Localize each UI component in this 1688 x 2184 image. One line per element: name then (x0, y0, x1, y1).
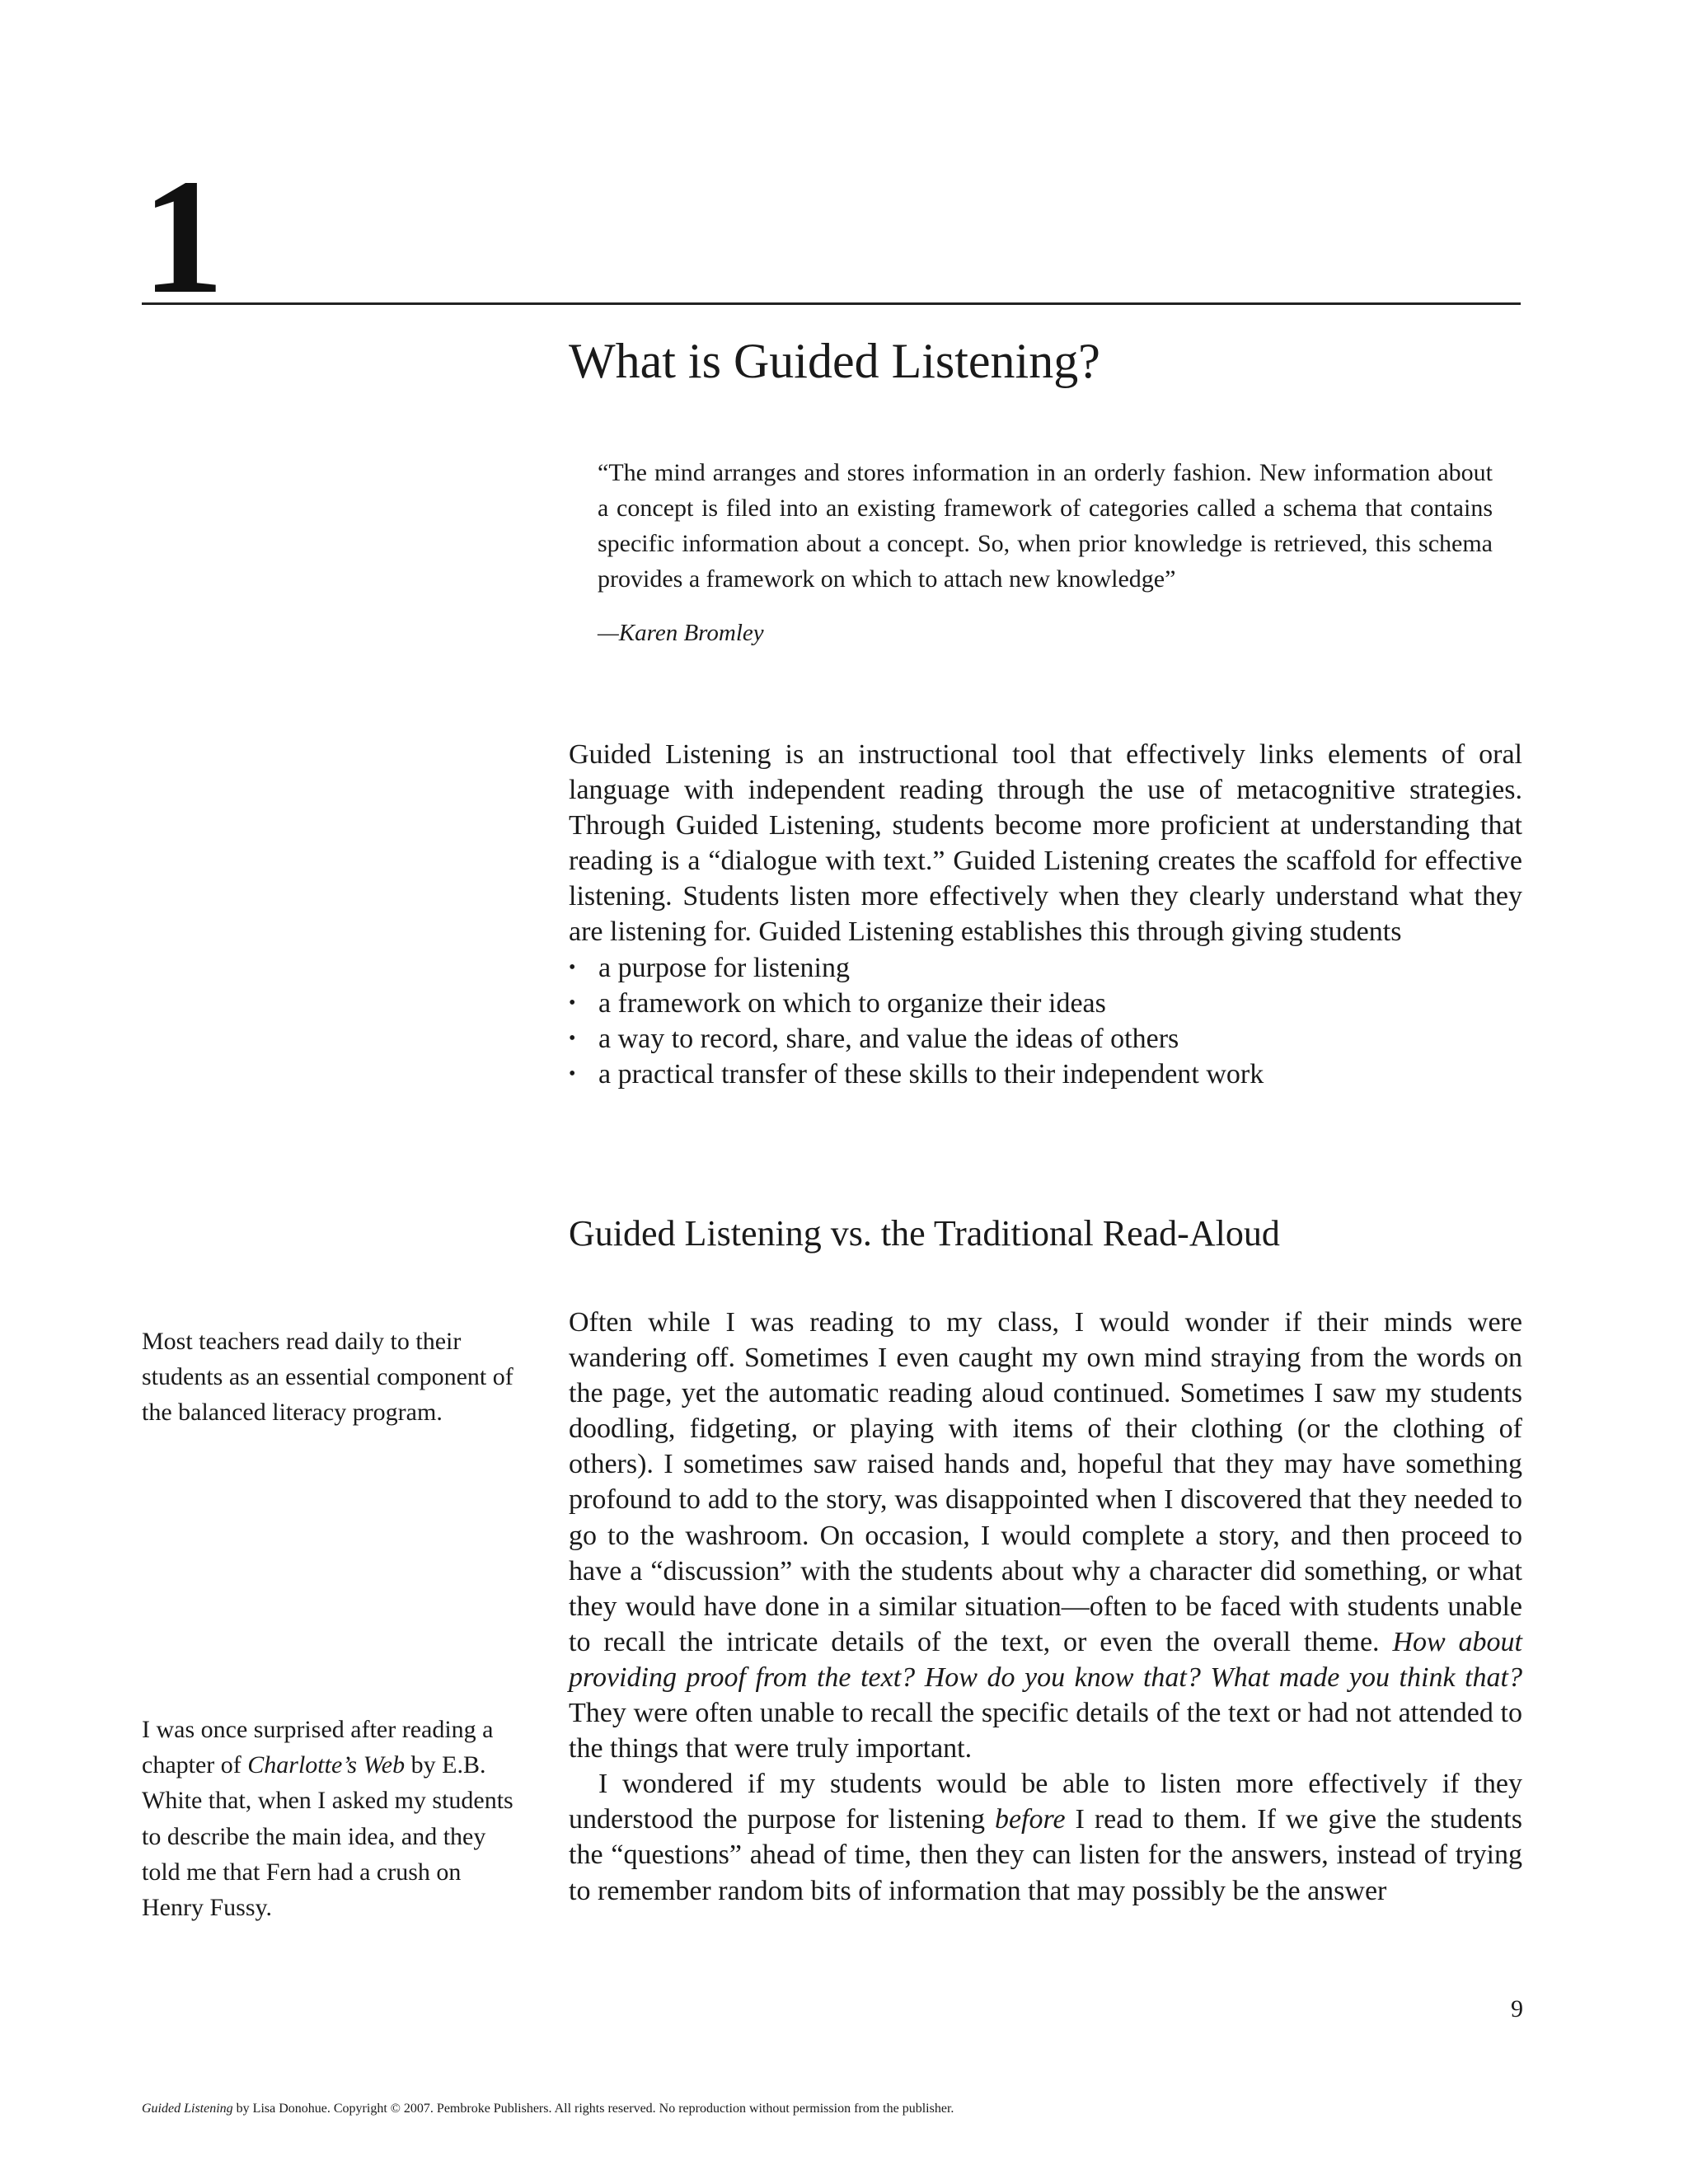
bullet-icon: • (569, 956, 576, 978)
chapter-number: 1 (142, 146, 224, 328)
footer-text: by Lisa Donohue. Copyright © 2007. Pembroke Publishers. All rights reserved. No reproduction without permission from the publisher. (236, 2102, 954, 2116)
paragraph-text-end: They were often unable to recall the specific details of the text or had not attended to the things that were truly important. (569, 1698, 1522, 1765)
footer-book-title: Guided Listening (142, 2102, 233, 2116)
margin-note-1: Most teachers read daily to their students as an essential component of the balanced literacy program. (142, 1328, 513, 1427)
list-item-text: a practical transfer of these skills to their independent work (598, 1058, 1264, 1090)
epigraph-attribution: —Karen Bromley (598, 620, 764, 646)
list-item-text: a way to record, share, and value the ideas of others (598, 1023, 1179, 1054)
bullet-icon: • (569, 991, 576, 1014)
copyright-footer (142, 2100, 954, 2118)
paragraph-italic-questions: How about providing proof from the text? How do you know that? What made you think that? (569, 1626, 1522, 1693)
note-text-end: by E.B. White that, when I asked my students to describe the main idea, and they told me that Fern had a crush on Henry Fussy. (142, 1751, 513, 1922)
section-body (569, 1305, 1522, 1909)
epigraph-quote: “The mind arranges and stores information in an orderly fashion. New information about a concept is filed into an existing framework of categories called a schema that contains specific information about a concept. So, when prior knowledge is retrieved, this schema provides a framework on which to attach new knowledge” (598, 459, 1493, 593)
bullet-icon: • (569, 1062, 576, 1085)
paragraph-text: Often while I was reading to my class, I would wonder if their minds were wandering off. Sometimes I even caught my own mind straying from the words on the page, yet the automatic reading aloud continued. Sometimes I saw my students doodling, fidgeting, or playing with items of their clothing (or the clothing of others). I sometimes saw raised hands and, hopeful that they may have something profound to add to the story, was disappointed when I discovered that they needed to go to the washroom. On occasion, I would complete a story, and then proceed to have a “discussion” with the students about why a character did something, or what they would have done in a similar situation—often to be faced with students unable to recall the intricate details of the text, or even the overall theme. (569, 1307, 1522, 1657)
list-item-text: a purpose for listening (598, 952, 850, 983)
note-text: I was once surprised after reading a chapter of (142, 1716, 494, 1779)
list-item-text: a framework on which to organize their ideas (598, 987, 1106, 1019)
section-heading: Guided Listening vs. the Traditional Read-Aloud (569, 1213, 1280, 1254)
list-item (569, 950, 1522, 986)
list-item (569, 1057, 1522, 1092)
body-paragraph-1 (569, 1305, 1522, 1766)
chapter-title: What is Guided Listening? (569, 334, 1100, 388)
margin-note-2 (142, 1712, 521, 1925)
paragraph-text: I wondered if my students would be able to listen more effectively if they understood the purpose for listening (569, 1769, 1522, 1835)
list-item (569, 986, 1522, 1021)
intro-paragraph: Guided Listening is an instructional tool that effectively links elements of oral language with independent reading through the use of metacognitive strategies. Through Guided Listening, students become more proficient at understanding that reading is a “dialogue with text.” Guided Listening creates the scaffold for effective listening. Students listen more effectively when they clearly understand what they are listening for. Guided Listening establishes this through giving students (569, 739, 1522, 948)
body-paragraph-2 (569, 1766, 1522, 1908)
page-number: 9 (1511, 1995, 1523, 2022)
paragraph-italic-word: before (994, 1804, 1066, 1835)
bullet-icon: • (569, 1027, 576, 1049)
purpose-list (569, 950, 1522, 1092)
list-item (569, 1021, 1522, 1057)
chapter-rule (142, 302, 1521, 305)
note-book-title: Charlotte’s Web (247, 1751, 406, 1779)
paragraph-text-end: I read to them. If we give the students the “questions” ahead of time, then they can listen for the answers, instead of trying to remember random bits of information that may possibly be the answer (569, 1804, 1522, 1906)
intro-section (569, 737, 1522, 1092)
